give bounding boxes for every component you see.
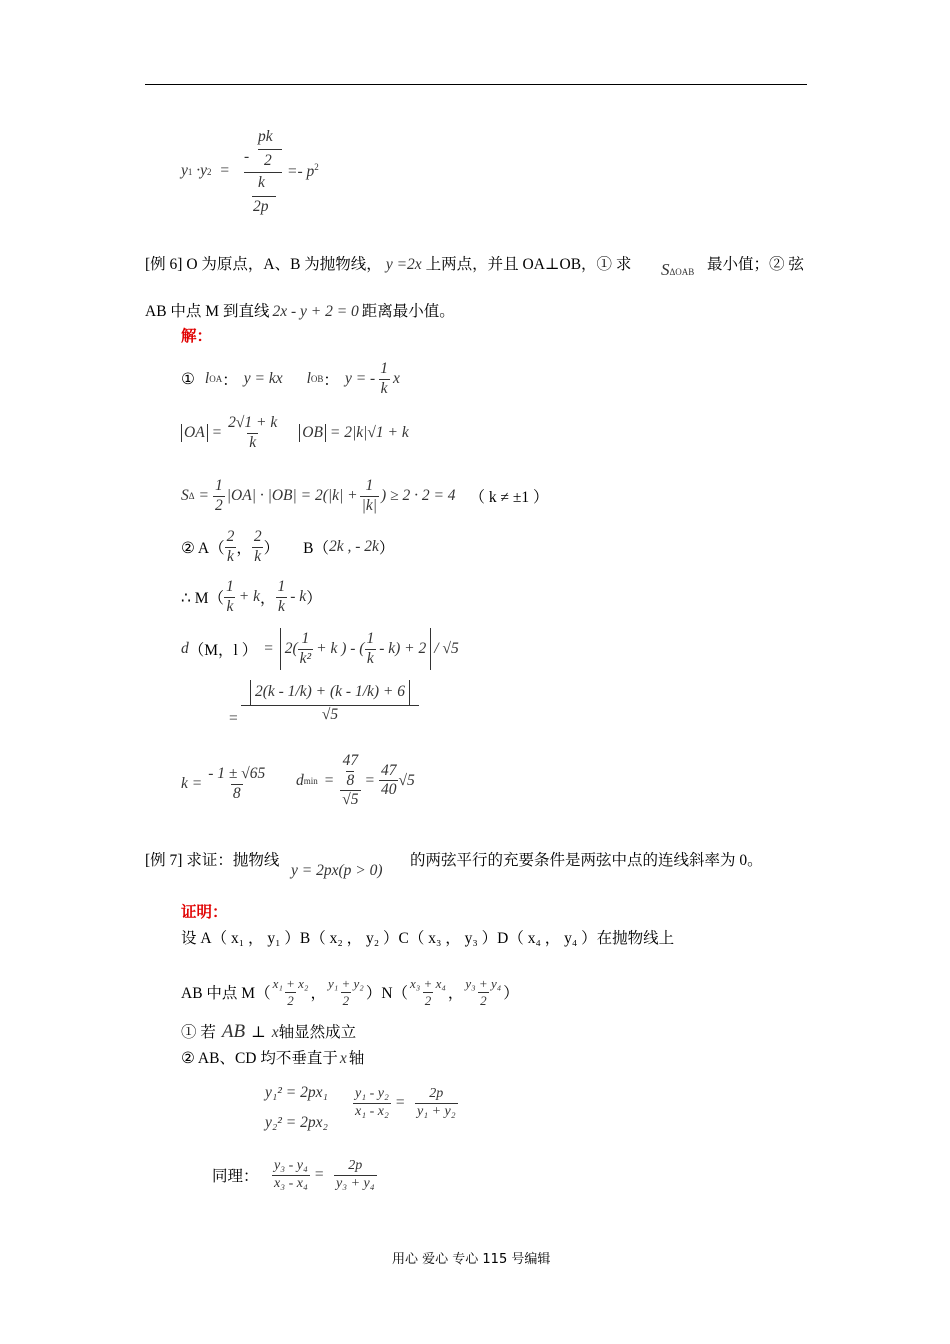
top-formula-twop: 2p	[253, 198, 269, 215]
top-formula-two: 2	[264, 152, 272, 169]
page-footer: 用心 爱心 专心 115 号编辑	[392, 1252, 551, 1267]
proof-case2: ② AB、CD 均不垂直于 x 轴	[181, 1050, 365, 1067]
example6-line1: [例 6] O 为原点，A、B 为抛物线， y =2x 上两点，并且 OA⊥OB，① 求	[145, 256, 632, 273]
solution-label: 解：	[181, 328, 213, 345]
top-formula-k: k	[258, 174, 265, 191]
top-formula-main-bar	[244, 172, 282, 173]
proof-eq2: y₂² = 2px₂	[265, 1114, 328, 1131]
step2-distance-eq2: $\frac{2(k - 1/k) + (k - 1/k) + 6}{√5}$	[241, 680, 419, 724]
example7-parabola: y = 2px(p > 0)	[291, 862, 383, 879]
step1-lines: ① l OA ： y = kx l OB ： y = - $\frac{1}{k}$ x	[181, 360, 400, 397]
header-rule	[145, 84, 807, 85]
example6-area-symbol: SΔOAB	[661, 260, 695, 279]
top-formula-inner-bar	[258, 149, 282, 150]
proof-slope-cd: $\frac{\text{y₃ - y₄}}{\text{x₃ - x₄}}$ = $\frac{2p}{\text{y₃ + y₄}}$	[274, 1158, 375, 1191]
proof-similarly-label: 同理：	[212, 1168, 259, 1185]
top-formula-neg: -	[244, 148, 250, 165]
proof-midpoints: AB 中点 M（ $\frac{\text{x₁ + x₂}}{2}$ ， $\frac{\text{y₁ + y₂}}{2}$ ）N（ $\frac{\text{x₃ + x₄}}{2}$ ， $\frac{\text{y₃ + y₄}}{2}$ ）	[181, 976, 519, 1008]
step2-distance: d （M，l ） = 2( $\frac{1}{\text{k²}}$ + k ) - ( $\frac{1}{k}$ - k) + 2 / √5	[181, 628, 459, 670]
proof-case1: ① 若 AB ⊥ x 轴显然成立	[181, 1021, 357, 1042]
proof-label: 证明：	[181, 904, 228, 921]
step2-points: ② A（ $\frac{2}{k}$ ， $\frac{2}{k}$ ） B（ 2k , - 2k ）	[181, 528, 395, 565]
step2-dmin: d min = 47 8 √5 = $\frac{47}{40}$ √5	[296, 752, 415, 809]
example6-line1-post: 最小值；② 弦	[707, 256, 804, 273]
step1-lengths: OA = $\frac{2√1 + k}{k}$ OB = 2|k|√1 + k	[181, 414, 409, 452]
top-formula-pk: pk	[258, 128, 273, 145]
proof-slope-ab: $\frac{\text{y₁ - y₂}}{\text{x₁ - x₂}}$ = $\frac{2p}{\text{y₁ + y₂}}$	[355, 1086, 456, 1119]
top-formula-lhs: y1 ·y2 =	[181, 162, 230, 179]
example7-line1: [例 7] 求证：抛物线	[145, 852, 280, 869]
top-formula-denom-bar	[252, 196, 276, 197]
step2-k-value: k = $\frac{- 1 \pm √65}{8}$	[181, 765, 266, 802]
example6-line2: AB 中点 M 到直线 2x - y + 2 = 0 距离最小值。	[145, 303, 455, 320]
step2-distance-eq2-sign: =	[228, 710, 239, 727]
example7-line1-post: 的两弦平行的充要条件是两弦中点的连线斜率为 0。	[410, 852, 763, 869]
step2-midpoint: ∴ M（ $\frac{1}{k}$ + k ， $\frac{1}{k}$ - k ）	[181, 578, 322, 615]
proof-eq1: y₁² = 2px₁	[265, 1084, 328, 1101]
step1-area: S Δ = $\frac{1}{2}$ |OA| · |OB| = 2(|k| + $\frac{1}{|k|}$ ) ≥ 2 · 2 = 4 （ k ≠ ±1 ）	[181, 477, 549, 514]
proof-set-points: 设 A（ x₁ ， y₁ ）B（ x₂ ， y₂ ）C（ x₃ ， y₃ ）D（ x₄ ， y₄ ）在抛物线上	[181, 930, 675, 947]
top-formula-rhs: =- $p^2$	[287, 162, 319, 181]
